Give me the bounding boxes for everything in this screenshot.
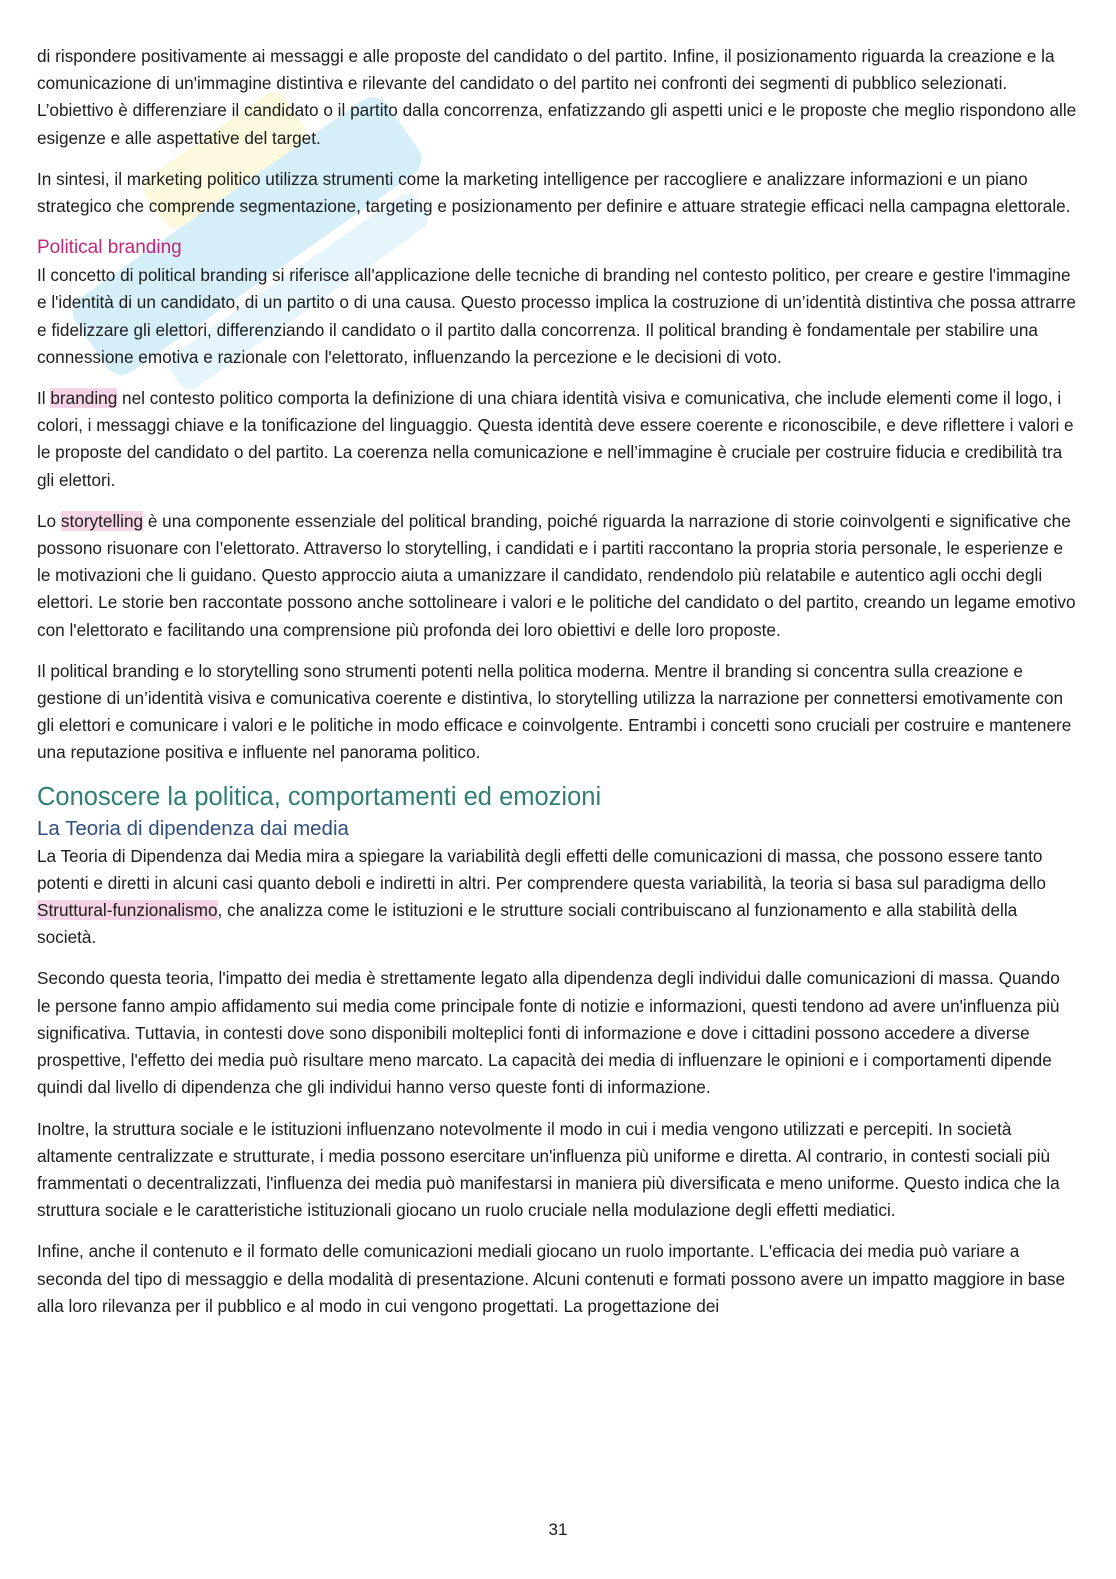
paragraph-struttura-sociale: Inoltre, la struttura sociale e le istituzioni influenzano notevolmente il modo in cui i media vengono utilizzati e percepiti. In società altamente centralizzate e strutturate, i media possono esercitare un'influenza più uniforme e diretta. Al contrario, in contesti sociali più frammentati o decentralizzati, l'influenza dei media può manifestarsi in maniera più diversificata e meno uniforme. Questo indica che la struttura sociale e le caratteristiche istituzionali giocano un ruolo cruciale nella modulazione degli effetti mediatici. [37,1118,1060,1221]
heading-conoscere-la-politica: Conoscere la politica, comportamenti ed emozioni [37,782,602,811]
highlight-branding: branding [50,388,118,409]
text-segment: è una componente essenziale del political branding, poiché riguarda la narrazione di storie coinvolgenti e significative che possono risuonare con l’elettorato. Attraverso lo storytelling, i candidati e i partiti raccontano la propria storia personale, le esperienze e le motivazioni che li guidano. Questo approccio aiuta a umanizzare il candidato, rendendolo più relatabile e autentico agli occhi degli elettori. Le storie ben raccontate possono anche sottolineare i valori e le politiche del candidato o del partito, creando un legame emotivo con l'elettorato e facilitando una comprensione più profonda dei loro obiettivi e delle loro proposte. [37,510,1076,640]
paragraph-branding [37,385,1077,494]
text-segment: Lo [37,510,61,531]
paragraph-storytelling [37,508,1077,644]
page-content [37,43,1077,1334]
text-segment: nel contesto politico comporta la definizione di una chiara identità visiva e comunicativa, che include elementi come il logo, i colori, i messaggi chiave e la tonificazione del linguaggio. Questa identità deve essere coerente e riconoscibile, e deve riflettere i valori e le proposte del candidato o del partito. La coerenza nella comunicazione e nell’immagine è cruciale per costruire fiducia e credibilità tra gli elettori. [37,388,1074,490]
text-segment: La Teoria di Dipendenza dai Media mira a spiegare la variabilità degli effetti delle comunicazioni di massa, che possono essere tanto potenti e diretti in alcuni casi quanto deboli e indiretti in altri. Per comprendere questa variabilità, la teoria si basa sul paradigma dello [37,845,1046,893]
highlight-storytelling: storytelling [60,510,144,531]
heading-teoria-dipendenza-media: La Teoria di dipendenza dai media [37,816,349,840]
paragraph-contenuto-formato: Infine, anche il contenuto e il formato delle comunicazioni mediali giocano un ruolo importante. L'efficacia dei media può variare a seconda del tipo di messaggio e della modalità di presentazione. Alcuni contenuti e formati possono avere un impatto maggiore in base alla loro rilevanza per il pubblico e al modo in cui vengono progettati. La progettazione dei [37,1241,1066,1316]
heading-political-branding: Political branding [37,237,182,259]
paragraph-political-branding-intro: Il concetto di political branding si riferisce all'applicazione delle tecniche di branding nel contesto politico, per creare e gestire l'immagine e l'identità di un candidato, di un partito o di una causa. Questo processo implica la costruzione di un’identità distintiva che possa attrarre e fidelizzare gli elettori, differenziando il candidato o il partito dalla concorrenza. Il political branding è fondamentale per stabilire una connessione emotiva e razionale con l'elettorato, influenzando la percezione e le decisioni di voto. [37,265,1076,367]
text-segment: , che analizza come le istituzioni e le strutture sociali contribuiscano al funzionamento e alla stabilità della società. [37,900,1018,948]
page-number: 31 [548,1520,568,1539]
text-segment: Il [37,388,51,409]
paragraph-teoria-intro [37,843,1077,952]
paragraph-sintesi: In sintesi, il marketing politico utilizza strumenti come la marketing intelligence per raccogliere e analizzare informazioni e un piano strategico che comprende segmentazione, targeting e posizionamento per definire e attuare strategie efficaci nella campagna elettorale. [37,168,1071,217]
paragraph-branding-storytelling-summary: Il political branding e lo storytelling sono strumenti potenti nella politica moderna. Mentre il branding si concentra sulla creazione e gestione di un’identità visiva e comunicativa coerente e distintiva, lo storytelling utilizza la narrazione per connettersi emotivamente con gli elettori e comunicare i valori e le politiche in modo efficace e coinvolgente. Entrambi i concetti sono cruciali per costruire e mantenere una reputazione positiva e influente nel panorama politico. [37,660,1072,763]
highlight-struttural-funzionalismo: Struttural-funzionalismo [37,900,218,921]
paragraph-impatto-media: Secondo questa teoria, l'impatto dei media è strettamente legato alla dipendenza degli individui dalle comunicazioni di massa. Quando le persone fanno ampio affidamento sui media come principale fonte di notizie e informazioni, questi tendono ad avere un'influenza più significativa. Tuttavia, in contesti dove sono disponibili molteplici fonti di informazione e dove i cittadini possono accedere a diverse prospettive, l'effetto dei media può risultare meno marcato. La capacità dei media di influenzare le opinioni e i comportamenti dipende quindi dal livello di dipendenza che gli individui hanno verso queste fonti di informazione. [37,968,1060,1098]
paragraph-posizionamento: di rispondere positivamente ai messaggi e alle proposte del candidato o del partito. Infine, il posizionamento riguarda la creazione e la comunicazione di un'immagine distintiva e rilevante del candidato o del partito nei confronti dei segmenti di pubblico selezionati. L’obiettivo è differenziare il candidato o il partito dalla concorrenza, enfatizzando gli aspetti unici e le proposte che meglio rispondono alle esigenze e alle aspettative del target. [37,46,1077,148]
